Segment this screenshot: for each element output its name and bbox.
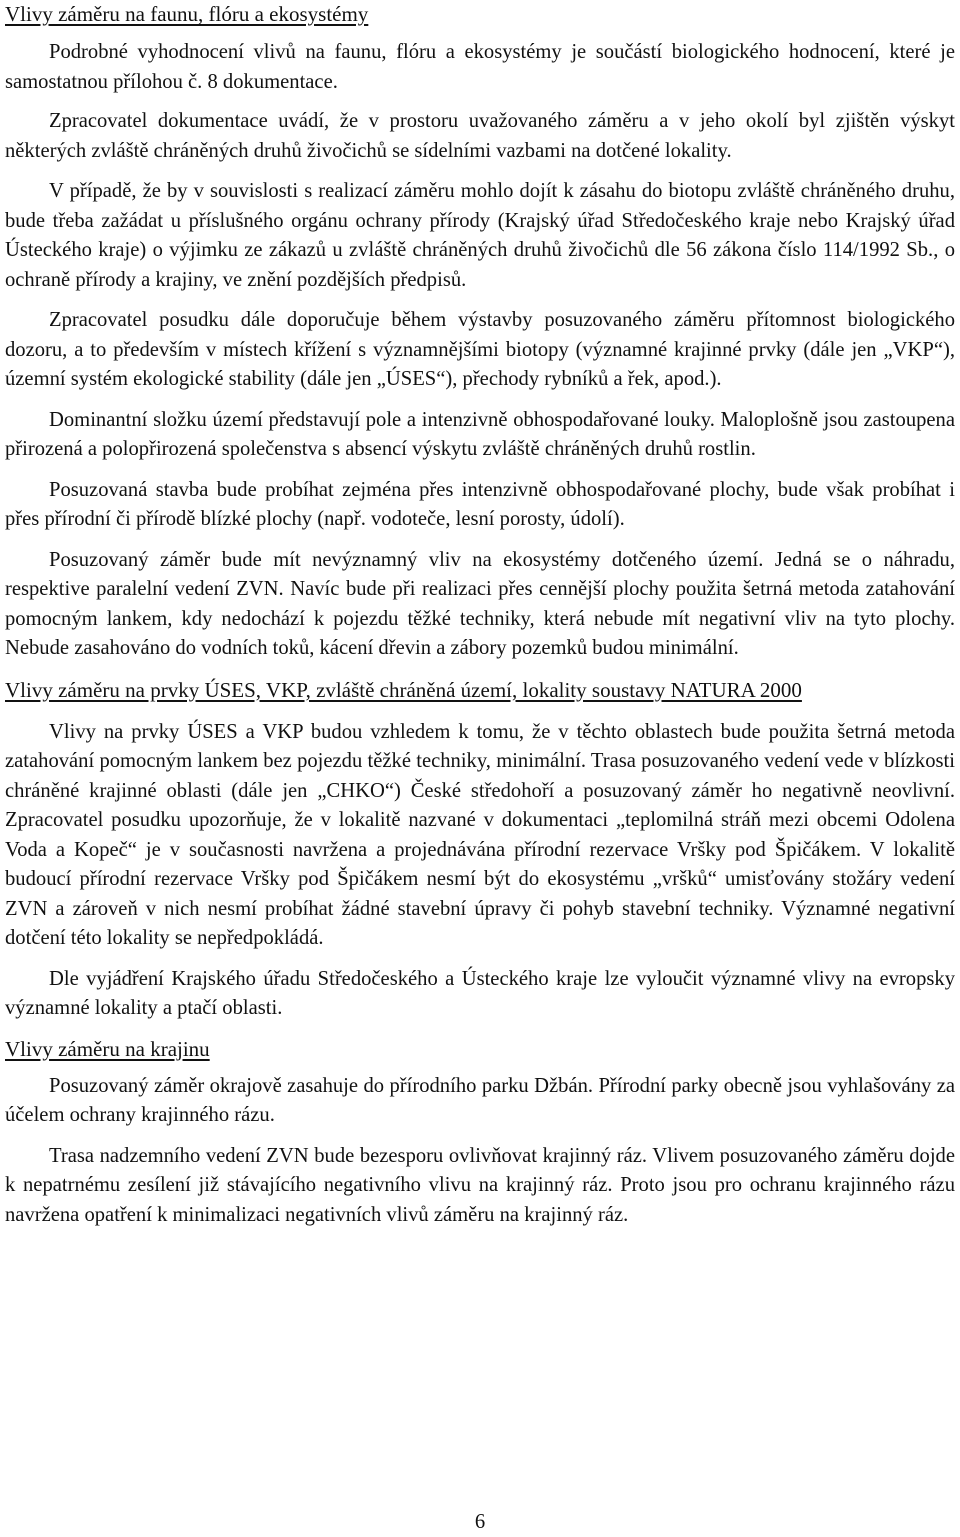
paragraph: Dle vyjádření Krajského úřadu Středočeského a Ústeckého kraje lze vyloučit významné vlivy na evropsky významné lokality a ptačí oblasti. — [5, 967, 955, 1019]
paragraph: Zpracovatel posudku dále doporučuje během výstavby posuzovaného záměru přítomnost biologického dozoru, a to především v místech křížení s významnějšími biotopy (významné krajinné prvky (dále jen „VKP“), územní systém ekologické stability (dále jen „ÚSES“), přechody rybníků a řek, apod.). — [5, 309, 955, 390]
page-number: 6 — [474, 1511, 486, 1533]
paragraph: Podrobné vyhodnocení vlivů na faunu, flóru a ekosystémy je součástí biologického hodnocení, které je samostatnou přílohou č. 8 dokumentace. — [5, 41, 955, 93]
paragraph: Vlivy na prvky ÚSES a VKP budou vzhledem k tomu, že v těchto oblastech bude použita šetrná metoda zatahování pomocným lankem bez pojezdu těžké techniky, minimální. Trasa posuzovaného vedení vede v blízkosti chráněné krajinné oblasti (dále jen „CHKO“) České středohoří a posuzovaný záměr ho negativně neovlivní. Zpracovatel posudku upozorňuje, že v lokalitě nazvané v dokumentaci „teplomilná stráň mezi obcemi Odolena Voda a Kopeč“ je v současnosti navržena a projednávána přírodní rezervace Vršky pod Špičákem. V lokalitě budoucí přírodní rezervace Vršky pod Špičákem nesmí být do ekosystému „vršků“ umisťovány stožáry vedení ZVN a zároveň v nich nesmí probíhat žádné stavební úpravy či pohyb stavební techniky. Významné negativní dotčení této lokality se nepředpokládá. — [5, 720, 955, 949]
section-heading-fauna-flora: Vlivy záměru na faunu, flóru a ekosystémy — [5, 2, 369, 26]
paragraph: Posuzovaný záměr okrajově zasahuje do přírodního parku Džbán. Přírodní parky obecně jsou vyhlašovány za účelem ochrany krajinného rázu. — [5, 1074, 955, 1126]
section-heading-landscape: Vlivy záměru na krajinu — [5, 1036, 210, 1061]
paragraph: Posuzovaná stavba bude probíhat zejména přes intenzivně obhospodařované plochy, bude však probíhat i přes přírodní či přírodě blízké plochy (např. vodoteče, lesní porosty, údolí). — [5, 478, 955, 530]
section-heading-uses-vkp-natura: Vlivy záměru na prvky ÚSES, VKP, zvláště chráněná území, lokality soustavy NATURA 2000 — [5, 677, 802, 702]
paragraph: Posuzovaný záměr bude mít nevýznamný vliv na ekosystémy dotčeného území. Jedná se o náhradu, respektive paralelní vedení ZVN. Navíc bude při realizaci přes cennější plochy použita šetrná metoda zatahování pomocným lankem, kdy nedochází k pojezdu těžké techniky, která nebude mít negativní vliv na tyto plochy. Nebude zasahováno do vodních toků, kácení dřevin a zábory pozemků budou minimální. — [5, 548, 955, 659]
paragraph: Zpracovatel dokumentace uvádí, že v prostoru uvažovaného záměru a v jeho okolí byl zjištěn výskyt některých zvláště chráněných druhů živočichů se sídelními vazbami na dotčené lokality. — [5, 110, 955, 162]
paragraph: Dominantní složku území představují pole a intenzivně obhospodařované louky. Maloplošně jsou zastoupena přirozená a polopřirozená společenstva s absencí výskytu zvláště chráněných druhů rostlin. — [5, 408, 955, 460]
paragraph: Trasa nadzemního vedení ZVN bude bezesporu ovlivňovat krajinný ráz. Vlivem posuzovaného záměru dojde k nepatrnému zesílení již stávajícího negativního vlivu na krajinný ráz. Proto jsou pro ochranu krajinného rázu navržena opatření k minimalizaci negativních vlivů záměru na krajinný ráz. — [5, 1144, 955, 1226]
paragraph: V případě, že by v souvislosti s realizací záměru mohlo dojít k zásahu do biotopu zvláště chráněného druhu, bude třeba zažádat u příslušného orgánu ochrany přírody (Krajský úřad Středočeského kraje nebo Krajský úřad Ústeckého kraje) o výjimku ze zákazů u zvláště chráněných druhů živočichů dle 56 zákona číslo 114/1992 Sb., o ochraně přírody a krajiny, ve znění pozdějších předpisů. — [5, 180, 955, 291]
document-page — [5, 0, 955, 1230]
